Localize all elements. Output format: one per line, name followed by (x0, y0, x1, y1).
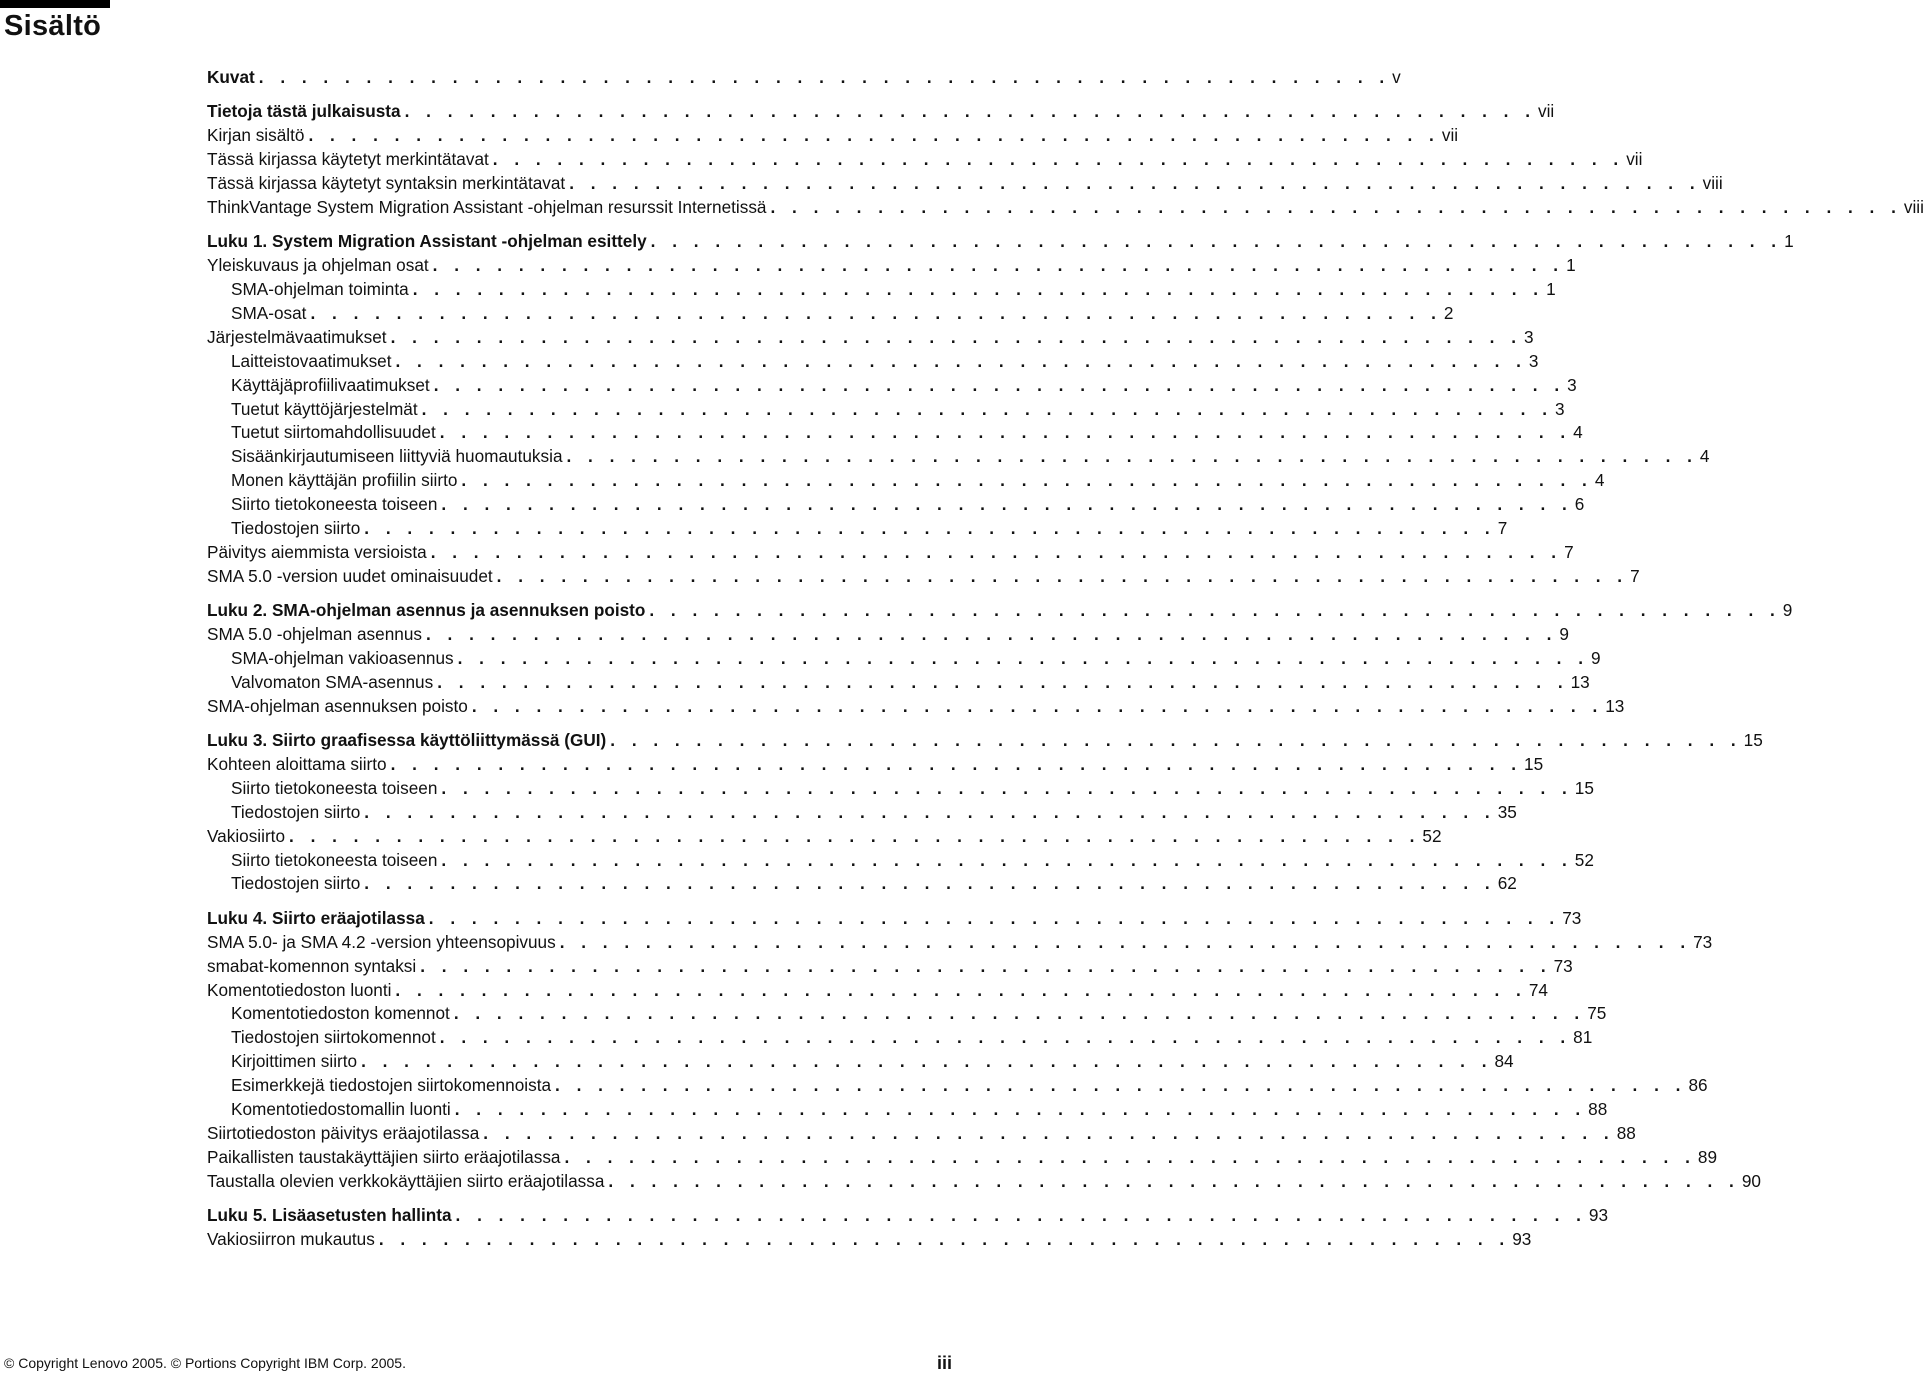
toc-entry-page: 62 (1497, 873, 1517, 894)
toc-entry[interactable] (207, 695, 1625, 719)
toc-chapter-entry[interactable] (207, 907, 1582, 931)
toc-entry[interactable] (207, 623, 1569, 647)
toc-entry[interactable] (207, 326, 1534, 350)
toc-entry[interactable] (207, 1122, 1636, 1146)
toc-dot-leader: . . . . . . . . . . . . . . . . . . . . . . . . . . . . . . . . . . . . . . . . . . . . . . . . . . . . . (461, 470, 1593, 491)
toc-dot-leader: . . . . . . . . . . . . . . . . . . . . . . . . . . . . . . . . . . . . . . . . . . . . . . . . . . . . . (454, 1099, 1587, 1119)
toc-entry-title: smabat-komennon syntaksi (207, 955, 417, 976)
toc-entry-page: v (1392, 66, 1401, 87)
toc-entry[interactable] (207, 955, 1573, 979)
toc-entry-page: 3 (1528, 350, 1539, 371)
toc-entry-title: Vakiosiirto (207, 825, 286, 846)
copyright-notice: © Copyright Lenovo 2005. © Portions Copyright IBM Corp. 2005. (4, 1355, 406, 1371)
toc-entry-page: 4 (1699, 446, 1710, 467)
toc-dot-leader: . . . . . . . . . . . . . . . . . . . . . . . . . . . . . . . . . . . . . . . . . . . . . . . . . . . . . (390, 754, 1523, 775)
toc-section (207, 599, 1793, 718)
toc-entry-title: Komentotiedoston komennot (231, 1003, 450, 1024)
toc-dot-leader: . . . . . . . . . . . . . . . . . . . . . . . . . . . . . . . . . . . . . . . . . . . . . . . . . . . . . (390, 326, 1522, 347)
toc-entry-page: 88 (1616, 1122, 1636, 1143)
toc-entry-title: SMA 5.0- ja SMA 4.2 -version yhteensopivuus (207, 931, 556, 952)
toc-entry[interactable] (207, 1050, 1514, 1074)
toc-entry-title: Tässä kirjassa käytetyt syntaksin merkintätavat (207, 173, 566, 194)
toc-entry-page: viii (1702, 173, 1723, 194)
toc-entry-page: 75 (1587, 1003, 1607, 1024)
toc-entry[interactable] (207, 1002, 1607, 1026)
toc-dot-leader: . . . . . . . . . . . . . . . . . . . . . . . . . . . . . . . . . . . . . . . . . . . . . . . . . . . . . (455, 1205, 1587, 1226)
toc-entry-page: viii (1903, 196, 1924, 217)
toc-entry-page: 7 (1630, 565, 1640, 586)
toc-entry-title: Tässä kirjassa käytetyt merkintätavat (207, 149, 489, 170)
toc-entry-page: 73 (1693, 931, 1713, 952)
toc-entry-title: Järjestelmävaatimukset (207, 326, 387, 347)
toc-entry[interactable] (207, 1146, 1718, 1170)
toc-dot-leader: . . . . . . . . . . . . . . . . . . . . . . . . . . . . . . . . . . . . . . . . . . . . . . . . . . . . . (308, 125, 1440, 146)
toc-entry[interactable] (207, 445, 1710, 469)
toc-entry[interactable] (207, 979, 1548, 1003)
toc-dot-leader: . . . . . . . . . . . . . . . . . . . . . . . . . . . . . . . . . . . . . . . . . . . . . . . . . . . . . (441, 849, 1573, 870)
toc-entry[interactable] (207, 671, 1590, 695)
toc-dot-leader: . . . . . . . . . . . . . . . . . . . . . . . . . . . . . . . . . . . . . . . . . . . . . . . . . . . . . (361, 1051, 1493, 1072)
toc-entry-page: 2 (1443, 303, 1454, 323)
toc-entry-title: Päivitys aiemmista versioista (207, 541, 427, 562)
toc-dot-leader: . . . . . . . . . . . . . . . . . . . . . . . . . . . . . . . . . . . . . . . . . . . . . . . . . . . . . (555, 1075, 1687, 1096)
toc-entry-title: Sisäänkirjautumiseen liittyviä huomautuksia (231, 446, 563, 467)
toc-entry-title: Komentotiedoston luonti (207, 979, 392, 1000)
toc-dot-leader: . . . . . . . . . . . . . . . . . . . . . . . . . . . . . . . . . . . . . . . . . . . . . . . . . . . . . (608, 1170, 1740, 1191)
page-title: Sisältö (4, 10, 102, 42)
toc-entry[interactable] (207, 254, 1576, 278)
toc-entry[interactable] (207, 148, 1643, 172)
toc-chapter-entry[interactable] (207, 599, 1793, 623)
toc-entry[interactable] (207, 1074, 1708, 1098)
toc-entry-page: 7 (1497, 518, 1508, 539)
toc-dot-leader: . . . . . . . . . . . . . . . . . . . . . . . . . . . . . . . . . . . . . . . . . . . . . . . . . . . . . (421, 398, 1554, 419)
toc-entry-title: Kirjoittimen siirto (231, 1051, 358, 1072)
toc-chapter-entry[interactable] (207, 230, 1794, 254)
toc-entry-page: 4 (1573, 422, 1583, 443)
toc-entry-title: Paikallisten taustakäyttäjien siirto eräajotilassa (207, 1146, 561, 1167)
toc-entry-title: Komentotiedostomallin luonti (231, 1099, 451, 1119)
page-footer (4, 1351, 952, 1375)
toc-dot-leader: . . . . . . . . . . . . . . . . . . . . . . . . . . . . . . . . . . . . . . . . . . . . . . . . . . . . . (649, 600, 1781, 621)
toc-dot-leader: . . . . . . . . . . . . . . . . . . . . . . . . . . . . . . . . . . . . . . . . . . . . . . . . . . . . . (439, 1027, 1572, 1048)
toc-entry-page: 3 (1524, 326, 1534, 347)
toc-entry-page: 52 (1422, 825, 1442, 846)
toc-entry-title: SMA 5.0 -ohjelman asennus (207, 624, 422, 645)
toc-entry-page: 73 (1562, 907, 1582, 928)
toc-entry-page: 3 (1567, 374, 1577, 395)
toc-entry-title: Laitteistovaatimukset (231, 350, 392, 371)
toc-entry-title: SMA-osat (231, 303, 307, 323)
toc-entry[interactable] (207, 278, 1556, 302)
toc-chapter-entry[interactable] (207, 1204, 1609, 1228)
toc-entry[interactable] (207, 825, 1442, 849)
toc-dot-leader: . . . . . . . . . . . . . . . . . . . . . . . . . . . . . . . . . . . . . . . . . . . . . . . . . . . . . (258, 66, 1391, 87)
toc-entry[interactable] (207, 302, 1454, 326)
toc-entry-title: Luku 4. Siirto eräajotilassa (207, 907, 425, 928)
toc-entry-page: 84 (1494, 1051, 1514, 1072)
toc-dot-leader: . . . . . . . . . . . . . . . . . . . . . . . . . . . . . . . . . . . . . . . . . . . . . . . . . . . . . (441, 494, 1573, 515)
toc-dot-leader: . . . . . . . . . . . . . . . . . . . . . . . . . . . . . . . . . . . . . . . . . . . . . . . . . . . . . (420, 955, 1552, 976)
toc-chapter-entry[interactable] (207, 100, 1555, 124)
toc-entry-title: SMA-ohjelman toiminta (231, 279, 409, 300)
toc-entry-title: Siirto tietokoneesta toiseen (231, 849, 438, 870)
toc-dot-leader: . . . . . . . . . . . . . . . . . . . . . . . . . . . . . . . . . . . . . . . . . . . . . . . . . . . . . (453, 1003, 1586, 1024)
toc-dot-leader: . . . . . . . . . . . . . . . . . . . . . . . . . . . . . . . . . . . . . . . . . . . . . . . . . . . . . (559, 931, 1692, 952)
toc-dot-leader: . . . . . . . . . . . . . . . . . . . . . . . . . . . . . . . . . . . . . . . . . . . . . . . . . . . . . (433, 374, 1566, 395)
toc-entry-title: SMA-ohjelman vakioasennus (231, 647, 454, 668)
toc-entry-page: 35 (1497, 801, 1517, 822)
toc-entry-page: 81 (1573, 1027, 1593, 1048)
toc-entry-page: 15 (1743, 730, 1763, 751)
toc-dot-leader: . . . . . . . . . . . . . . . . . . . . . . . . . . . . . . . . . . . . . . . . . . . . . . . . . . . . . (378, 1228, 1511, 1249)
toc-section (207, 1204, 1609, 1252)
toc-dot-leader: . . . . . . . . . . . . . . . . . . . . . . . . . . . . . . . . . . . . . . . . . . . . . . . . . . . . . (492, 149, 1625, 170)
toc-entry[interactable] (207, 172, 1723, 196)
toc-section (207, 66, 1401, 90)
toc-dot-leader: . . . . . . . . . . . . . . . . . . . . . . . . . . . . . . . . . . . . . . . . . . . . . . . . . . . . . (364, 873, 1496, 894)
toc-entry-title: Luku 3. Siirto graafisessa käyttöliittymässä (GUI) (207, 730, 607, 751)
toc-dot-leader: . . . . . . . . . . . . . . . . . . . . . . . . . . . . . . . . . . . . . . . . . . . . . . . . . . . . . (437, 671, 1569, 692)
toc-section (207, 907, 1761, 1194)
toc-section (207, 230, 1794, 588)
toc-entry[interactable] (207, 849, 1594, 873)
toc-section (207, 100, 1924, 219)
toc-entry-page: vii (1538, 101, 1555, 122)
toc-entry-page: 9 (1782, 600, 1793, 621)
toc-entry[interactable] (207, 350, 1539, 374)
toc-entry[interactable] (207, 565, 1640, 589)
toc-entry-title: SMA-ohjelman asennuksen poisto (207, 695, 468, 716)
toc-entry-page: 86 (1688, 1075, 1708, 1096)
toc-entry-title: Siirto tietokoneesta toiseen (231, 494, 438, 515)
toc-entry-page: 89 (1697, 1146, 1718, 1167)
toc-entry-page: 93 (1588, 1205, 1609, 1226)
toc-entry-page: 1 (1546, 279, 1556, 300)
toc-dot-leader: . . . . . . . . . . . . . . . . . . . . . . . . . . . . . . . . . . . . . . . . . . . . . . . . . . . . . (412, 279, 1545, 300)
toc-entry[interactable] (207, 374, 1577, 398)
toc-entry[interactable] (207, 421, 1583, 445)
toc-entry-page: vii (1626, 149, 1643, 170)
toc-dot-leader: . . . . . . . . . . . . . . . . . . . . . . . . . . . . . . . . . . . . . . . . . . . . . . . . . . . . . (650, 231, 1783, 252)
toc-dot-leader: . . . . . . . . . . . . . . . . . . . . . . . . . . . . . . . . . . . . . . . . . . . . . . . . . . . . . (441, 777, 1573, 798)
toc-dot-leader: . . . . . . . . . . . . . . . . . . . . . . . . . . . . . . . . . . . . . . . . . . . . . . . . . . . . . (404, 101, 1537, 122)
toc-entry-page: 15 (1524, 754, 1544, 775)
toc-entry[interactable] (207, 647, 1601, 671)
toc-dot-leader: . . . . . . . . . . . . . . . . . . . . . . . . . . . . . . . . . . . . . . . . . . . . . . . . . . . . . (566, 446, 1698, 467)
toc-entry-page: 13 (1570, 671, 1590, 692)
toc-entry-title: Siirto tietokoneesta toiseen (231, 777, 438, 798)
toc-chapter-entry[interactable] (207, 66, 1401, 90)
toc-entry-title: Tiedostojen siirto (231, 801, 361, 822)
table-of-contents (207, 66, 1924, 1262)
toc-entry-page: 93 (1512, 1228, 1532, 1249)
toc-entry[interactable] (207, 777, 1594, 801)
toc-entry-title: ThinkVantage System Migration Assistant -ohjelman resurssit Internetissä (207, 196, 767, 217)
toc-entry-page: 88 (1588, 1099, 1608, 1119)
toc-dot-leader: . . . . . . . . . . . . . . . . . . . . . . . . . . . . . . . . . . . . . . . . . . . . . . . . . . . . . (471, 695, 1604, 716)
toc-entry-page: 1 (1566, 255, 1576, 276)
toc-entry-title: Tuetut käyttöjärjestelmät (231, 398, 418, 419)
toc-entry[interactable] (207, 801, 1517, 825)
toc-entry-page: 9 (1559, 624, 1569, 645)
toc-entry[interactable] (207, 1098, 1608, 1122)
toc-entry-title: Tiedostojen siirto (231, 518, 361, 539)
toc-dot-leader: . . . . . . . . . . . . . . . . . . . . . . . . . . . . . . . . . . . . . . . . . . . . . . . . . . . . . (364, 518, 1496, 539)
toc-entry-title: Kirjan sisältö (207, 125, 305, 146)
toc-entry-page: 13 (1605, 695, 1625, 716)
toc-entry[interactable] (207, 124, 1459, 148)
toc-entry-title: Luku 2. SMA-ohjelman asennus ja asennuksen poisto (207, 600, 646, 621)
toc-entry-page: 4 (1594, 470, 1605, 491)
toc-entry-page: 90 (1741, 1170, 1761, 1191)
toc-entry-title: Luku 5. Lisäasetusten hallinta (207, 1205, 452, 1226)
toc-dot-leader: . . . . . . . . . . . . . . . . . . . . . . . . . . . . . . . . . . . . . . . . . . . . . . . . . . . . . (457, 647, 1590, 668)
toc-entry[interactable] (207, 541, 1574, 565)
toc-entry[interactable] (207, 398, 1565, 422)
toc-dot-leader: . . . . . . . . . . . . . . . . . . . . . . . . . . . . . . . . . . . . . . . . . . . . . . . . . . . . . (432, 255, 1565, 276)
toc-entry[interactable] (207, 1026, 1593, 1050)
toc-entry-page: 73 (1553, 955, 1573, 976)
toc-entry-title: Kuvat (207, 66, 255, 87)
toc-entry-page: 7 (1564, 541, 1574, 562)
toc-entry-title: Valvomaton SMA-asennus (231, 671, 434, 692)
toc-dot-leader: . . . . . . . . . . . . . . . . . . . . . . . . . . . . . . . . . . . . . . . . . . . . . . . . . . . . . (610, 730, 1742, 751)
toc-entry-title: Tietoja tästä julkaisusta (207, 101, 401, 122)
toc-dot-leader: . . . . . . . . . . . . . . . . . . . . . . . . . . . . . . . . . . . . . . . . . . . . . . . . . . . . . (496, 565, 1629, 586)
toc-entry-title: Tuetut siirtomahdollisuudet (231, 422, 436, 443)
toc-entry-title: Luku 1. System Migration Assistant -ohjelman esittely (207, 231, 647, 252)
toc-entry-page: 52 (1574, 849, 1594, 870)
toc-entry-page: 3 (1555, 398, 1565, 419)
toc-dot-leader: . . . . . . . . . . . . . . . . . . . . . . . . . . . . . . . . . . . . . . . . . . . . . . . . . . . . . (439, 422, 1572, 443)
toc-dot-leader: . . . . . . . . . . . . . . . . . . . . . . . . . . . . . . . . . . . . . . . . . . . . . . . . . . . . . (425, 624, 1558, 645)
toc-chapter-entry[interactable] (207, 729, 1763, 753)
toc-dot-leader: . . . . . . . . . . . . . . . . . . . . . . . . . . . . . . . . . . . . . . . . . . . . . . . . . . . . . (770, 196, 1902, 217)
toc-entry-title: Yleiskuvaus ja ohjelman osat (207, 255, 429, 276)
toc-dot-leader: . . . . . . . . . . . . . . . . . . . . . . . . . . . . . . . . . . . . . . . . . . . . . . . . . . . . . (569, 173, 1701, 194)
toc-entry[interactable] (207, 931, 1713, 955)
toc-entry-title: SMA 5.0 -version uudet ominaisuudet (207, 565, 493, 586)
toc-entry-title: Käyttäjäprofiilivaatimukset (231, 374, 430, 395)
toc-entry[interactable] (207, 196, 1924, 220)
toc-entry-title: Taustalla olevien verkkokäyttäjien siirto eräajotilassa (207, 1170, 605, 1191)
toc-dot-leader: . . . . . . . . . . . . . . . . . . . . . . . . . . . . . . . . . . . . . . . . . . . . . . . . . . . . . (289, 825, 1421, 846)
toc-section (207, 729, 1763, 896)
toc-entry-page: 15 (1574, 777, 1594, 798)
toc-entry-page: 1 (1784, 231, 1794, 252)
toc-dot-leader: . . . . . . . . . . . . . . . . . . . . . . . . . . . . . . . . . . . . . . . . . . . . . . . . . . . . . (395, 350, 1527, 371)
toc-entry[interactable] (207, 873, 1517, 897)
toc-entry-page: 6 (1574, 494, 1585, 515)
toc-entry-title: Monen käyttäjän profiilin siirto (231, 470, 458, 491)
toc-entry[interactable] (207, 517, 1508, 541)
toc-dot-leader: . . . . . . . . . . . . . . . . . . . . . . . . . . . . . . . . . . . . . . . . . . . . . . . . . . . . . (430, 541, 1563, 562)
toc-entry-page: 74 (1528, 979, 1548, 1000)
toc-entry-page: 9 (1591, 647, 1601, 668)
toc-entry-title: Vakiosiirron mukautus (207, 1228, 375, 1249)
toc-dot-leader: . . . . . . . . . . . . . . . . . . . . . . . . . . . . . . . . . . . . . . . . . . . . . . . . . . . . . (364, 801, 1496, 822)
toc-entry-title: Tiedostojen siirtokomennot (231, 1027, 436, 1048)
toc-dot-leader: . . . . . . . . . . . . . . . . . . . . . . . . . . . . . . . . . . . . . . . . . . . . . . . . . . . . . (310, 303, 1442, 323)
toc-entry[interactable] (207, 1170, 1761, 1194)
toc-entry[interactable] (207, 753, 1544, 777)
toc-dot-leader: . . . . . . . . . . . . . . . . . . . . . . . . . . . . . . . . . . . . . . . . . . . . . . . . . . . . . (395, 979, 1527, 1000)
toc-dot-leader: . . . . . . . . . . . . . . . . . . . . . . . . . . . . . . . . . . . . . . . . . . . . . . . . . . . . . (428, 907, 1561, 928)
toc-dot-leader: . . . . . . . . . . . . . . . . . . . . . . . . . . . . . . . . . . . . . . . . . . . . . . . . . . . . . (483, 1122, 1615, 1143)
toc-dot-leader: . . . . . . . . . . . . . . . . . . . . . . . . . . . . . . . . . . . . . . . . . . . . . . . . . . . . . (564, 1146, 1696, 1167)
toc-entry[interactable] (207, 1228, 1532, 1252)
toc-entry-title: Siirtotiedoston päivitys eräajotilassa (207, 1122, 480, 1143)
toc-entry-page: vii (1441, 125, 1459, 146)
toc-entry[interactable] (207, 469, 1605, 493)
toc-entry-title: Tiedostojen siirto (231, 873, 361, 894)
page-number: iii (936, 1352, 952, 1373)
toc-entry[interactable] (207, 493, 1585, 517)
toc-entry-title: Esimerkkejä tiedostojen siirtokomennoista (231, 1075, 552, 1096)
toc-entry-title: Kohteen aloittama siirto (207, 754, 387, 775)
